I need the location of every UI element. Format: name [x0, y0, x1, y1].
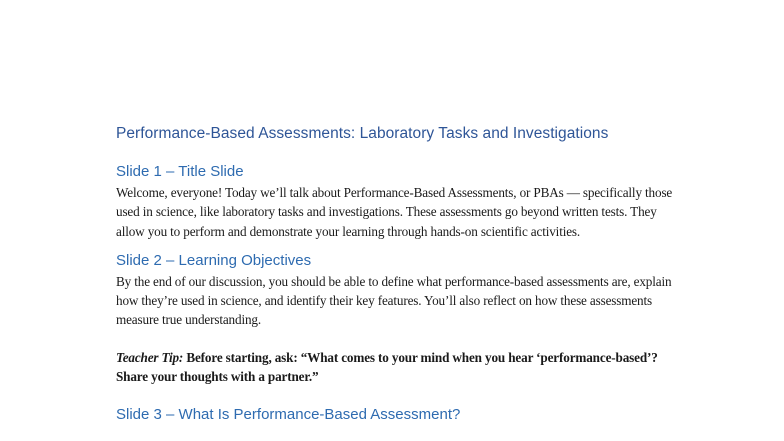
teacher-tip — [116, 348, 676, 387]
slide-1-body: Welcome, everyone! Today we’ll talk about Performance-Based Assessments, or PBAs — specifically those used in science, like laboratory tasks and investigations. These assessments go beyond written tests. They allow you to perform and demonstrate your learning through hands-on scientific activities. — [116, 185, 673, 239]
slide-2-heading: Slide 2 – Learning Objectives — [116, 251, 312, 269]
slide-2-body: By the end of our discussion, you should be able to define what performance-based assessments are, explain how they’re used in science, and identify their key features. You’ll also reflect on how these assessments measure true understanding. — [116, 273, 672, 328]
document-content — [116, 124, 676, 425]
document-title: Performance-Based Assessments: Laboratory Tasks and Investigations — [116, 125, 609, 142]
slide-3-heading: Slide 3 – What Is Performance-Based Assessment? — [116, 406, 461, 424]
slide-1-heading: Slide 1 – Title Slide — [116, 163, 244, 180]
teacher-tip-text: Before starting, ask: “What comes to your mind when you hear ‘performance-based’? Share your thoughts with a partner.” — [116, 349, 658, 385]
teacher-tip-label: Teacher Tip: — [116, 349, 184, 365]
